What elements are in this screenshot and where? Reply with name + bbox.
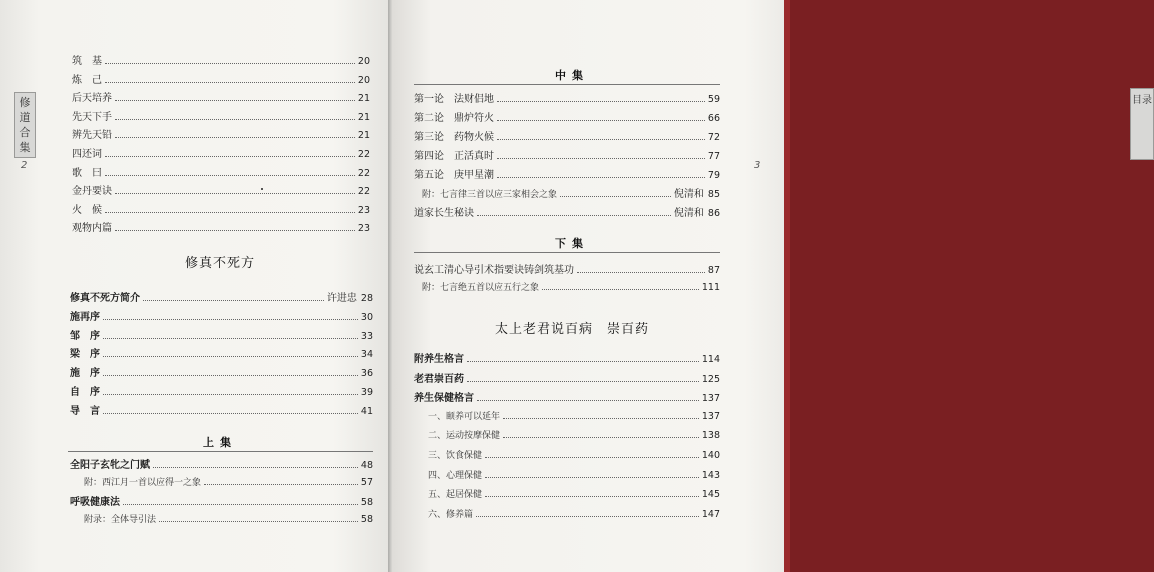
- leader-dots: [503, 436, 699, 438]
- book-title-left: 修真不死方: [184, 256, 255, 271]
- toc-entry: [72, 71, 370, 86]
- left-page-number: 2: [21, 160, 28, 171]
- toc-entry-page: 21: [357, 130, 370, 142]
- toc-entry-title: 第三论 药物火候: [414, 132, 494, 143]
- toc-entry-title: 全阳子玄牝之门赋: [70, 460, 150, 471]
- toc-entry-page: 147: [701, 508, 720, 520]
- toc-entry-page: 39: [360, 387, 373, 398]
- toc-entry-title: 炼 己: [72, 74, 102, 86]
- toc-entry: [72, 89, 370, 104]
- toc-entry-title: 施再序: [70, 311, 100, 323]
- leader-dots: [115, 136, 355, 138]
- toc-entry-title: 说玄工清心导引术指要诀铸剑筑基功: [414, 265, 574, 276]
- toc-entry: [84, 512, 373, 525]
- leader-dots: [103, 318, 358, 320]
- leader-dots: [123, 503, 358, 505]
- leader-dots: [467, 360, 699, 362]
- toc-entry-title: 老君崇百药: [414, 373, 464, 385]
- leader-dots: [477, 399, 699, 401]
- leader-dots: [497, 138, 705, 140]
- toc-entry: [72, 201, 370, 216]
- section-upper: 上集: [203, 436, 237, 449]
- toc-entry-page: 114: [701, 354, 720, 365]
- toc-entry-page: 36: [360, 368, 373, 380]
- toc-entry: [84, 475, 373, 488]
- toc-entry-page: 66: [707, 113, 720, 124]
- toc-entry-title: 第五论 庚甲星潮: [414, 170, 494, 181]
- toc-entry-page: 23: [357, 223, 370, 235]
- toc-entry: [72, 219, 370, 234]
- toc-entry-page: 87: [707, 265, 720, 276]
- toc-entry: [422, 185, 720, 200]
- toc-entry: [428, 468, 720, 481]
- leader-dots: [103, 355, 358, 357]
- toc-entry-title: 第一论 法财侣地: [414, 94, 494, 105]
- toc-entry: [414, 350, 720, 365]
- toc-entry-page: 48: [360, 460, 373, 471]
- toc-entry-title: 辨先天铅: [72, 130, 112, 142]
- toc-entry-title: 二、运动按摩保健: [428, 431, 501, 442]
- toc-entry-page: 137: [701, 393, 720, 405]
- toc-entry-page: 72: [707, 132, 720, 143]
- leader-dots: [497, 100, 705, 102]
- toc-entry-page: 28: [360, 293, 373, 304]
- toc-entry-page: 41: [360, 405, 373, 417]
- toc-entry-title: 四还词: [72, 149, 102, 160]
- leader-dots: [485, 456, 699, 458]
- toc-entry-title: 呼吸健康法: [70, 497, 120, 509]
- toc-entry-title: 四、心理保健: [428, 470, 483, 481]
- toc-entry-page: 21: [357, 111, 370, 123]
- toc-entry: [70, 327, 373, 342]
- leader-dots: [577, 271, 705, 273]
- toc-entry-page: 137: [701, 410, 720, 422]
- toc-entry: [428, 448, 720, 461]
- toc-entry-page: 22: [357, 149, 370, 160]
- cover-edge: [784, 0, 790, 572]
- toc-entry-title: 一、颐养可以延年: [428, 411, 501, 422]
- toc-entry: [428, 487, 720, 500]
- toc-entry: [72, 182, 370, 197]
- toc-entry: [70, 383, 373, 398]
- toc-entry: [414, 147, 720, 162]
- toc-entry-title: 三、饮食保健: [428, 451, 483, 461]
- leader-dots: [204, 483, 358, 485]
- leader-dots: [467, 380, 699, 382]
- leader-dots: [115, 99, 355, 101]
- leader-dots: [503, 417, 699, 419]
- toc-entry: [414, 370, 720, 385]
- section-rule: [414, 84, 720, 85]
- leader-dots: [105, 211, 355, 213]
- toc-entry-page: 145: [701, 489, 720, 501]
- toc-entry: [72, 164, 370, 179]
- toc-entry-title: 六、修养篇: [428, 509, 474, 520]
- toc-entry-page: 140: [701, 450, 720, 461]
- toc-entry-page: 58: [360, 497, 373, 509]
- toc-entry-title: 养生保健格言: [414, 393, 474, 405]
- toc-entry: [414, 90, 720, 105]
- toc-entry-title: 修真不死方简介: [70, 293, 140, 304]
- toc-entry-title: 附：西江月一首以应得一之象: [84, 477, 202, 488]
- toc-entry-page: 85: [707, 189, 720, 200]
- leader-dots: [105, 155, 355, 157]
- toc-entry-title: 五、起居保健: [428, 490, 483, 501]
- toc-entry-title: 施 序: [70, 368, 100, 380]
- section-middle: 中集: [555, 69, 589, 82]
- right-thumb-tab: 目录: [1130, 88, 1154, 160]
- toc-entry-author: 倪清和: [673, 208, 704, 219]
- left-thumb-tab: 修道合集: [14, 92, 36, 158]
- toc-entry: [414, 261, 720, 276]
- right-page: [392, 0, 1152, 572]
- toc-entry-page: 143: [701, 469, 720, 481]
- leader-dots: [497, 157, 705, 159]
- toc-entry: [72, 145, 370, 160]
- leader-dots: [159, 520, 358, 522]
- toc-entry-title: 附养生格言: [414, 354, 464, 365]
- toc-entry-title: 后天培养: [72, 93, 112, 105]
- section-lower: 下集: [555, 237, 589, 250]
- toc-entry: [70, 364, 373, 379]
- leader-dots: [485, 476, 699, 478]
- leader-dots: [115, 229, 355, 231]
- toc-entry-page: 23: [357, 204, 370, 216]
- toc-entry-title: 道家长生秘诀: [414, 208, 474, 219]
- leader-dots: [105, 81, 355, 83]
- toc-entry-page: 20: [357, 56, 370, 67]
- toc-entry-page: 86: [707, 208, 720, 219]
- leader-dots: [497, 176, 705, 178]
- section-rule: [414, 252, 720, 253]
- leader-dots: [560, 195, 671, 197]
- toc-entry-title: 第四论 正活真时: [414, 151, 494, 162]
- toc-entry-title: 附录：全体导引法: [84, 514, 157, 525]
- toc-entry-page: 58: [360, 513, 373, 525]
- toc-entry-page: 125: [701, 373, 720, 385]
- toc-entry-page: 138: [701, 430, 720, 442]
- toc-entry-page: 57: [360, 476, 373, 488]
- toc-entry-title: 导 言: [70, 405, 100, 417]
- toc-entry: [414, 166, 720, 181]
- toc-entry-page: 33: [360, 330, 373, 342]
- toc-entry: [70, 493, 373, 508]
- toc-entry: [72, 108, 370, 123]
- toc-entry-title: 筑 基: [72, 56, 102, 67]
- book-title-right: 太上老君说百病 崇百药: [494, 322, 649, 337]
- toc-entry: [70, 308, 373, 323]
- right-page-number: 3: [754, 160, 761, 171]
- toc-entry: [70, 345, 373, 360]
- toc-entry-page: 79: [707, 170, 720, 181]
- toc-entry: [428, 428, 720, 441]
- toc-entry-page: 20: [357, 74, 370, 86]
- toc-entry-title: 自 序: [70, 387, 100, 398]
- leader-dots: [103, 337, 358, 339]
- leader-dots: [485, 495, 699, 497]
- leader-dots: [143, 299, 324, 301]
- leader-dots: [115, 118, 355, 120]
- toc-entry-author: 倪清和: [673, 189, 704, 200]
- toc-entry-title: 观物内篇: [72, 223, 112, 235]
- toc-entry: [414, 128, 720, 143]
- toc-entry-page: 77: [707, 151, 720, 162]
- toc-entry-page: 111: [701, 282, 720, 293]
- toc-entry: [428, 409, 720, 422]
- toc-entry: [414, 204, 720, 219]
- toc-entry-title: 附：七言律三首以应三家相会之象: [422, 190, 558, 200]
- leader-dots: [103, 393, 358, 395]
- toc-entry: [70, 456, 373, 471]
- leader-dots: [105, 174, 355, 176]
- leader-dots: [476, 515, 699, 517]
- leader-dots: [497, 119, 705, 121]
- leader-dots: [153, 466, 358, 468]
- toc-entry-page: 30: [360, 311, 373, 323]
- leader-dots: [542, 288, 699, 290]
- toc-entry: [72, 126, 370, 141]
- toc-entry-page: 34: [360, 349, 373, 361]
- toc-entry-title: 梁 序: [70, 349, 100, 361]
- leader-dots: [105, 62, 355, 64]
- leader-dots: [103, 374, 358, 376]
- leader-dots: [115, 192, 355, 194]
- toc-entry: [70, 402, 373, 417]
- toc-entry-page: 21: [357, 93, 370, 105]
- toc-entry-page: 22: [357, 167, 370, 179]
- section-rule: [68, 451, 373, 452]
- left-page: [0, 0, 392, 572]
- toc-entry-title: 先天下手: [72, 111, 112, 123]
- toc-entry-title: 歌 曰: [72, 167, 102, 179]
- toc-entry-page: 22: [357, 186, 370, 198]
- toc-entry: [422, 280, 720, 293]
- toc-entry: [72, 52, 370, 67]
- toc-entry-page: 59: [707, 94, 720, 105]
- toc-entry: [428, 507, 720, 520]
- toc-entry: [70, 289, 373, 304]
- toc-entry-title: 第二论 鼎炉符火: [414, 113, 494, 124]
- toc-entry-title: 金丹要诀: [72, 186, 112, 198]
- leader-dots: [103, 412, 358, 414]
- toc-entry-author: 许进忠: [326, 293, 357, 304]
- leader-dots: [477, 214, 671, 216]
- toc-entry-title: 火 候: [72, 204, 102, 216]
- toc-entry-title: 附：七言绝五首以应五行之象: [422, 283, 540, 293]
- toc-entry: [414, 109, 720, 124]
- toc-entry: [414, 389, 720, 404]
- ink-speck: [261, 188, 263, 190]
- toc-entry-title: 邹 序: [70, 330, 100, 342]
